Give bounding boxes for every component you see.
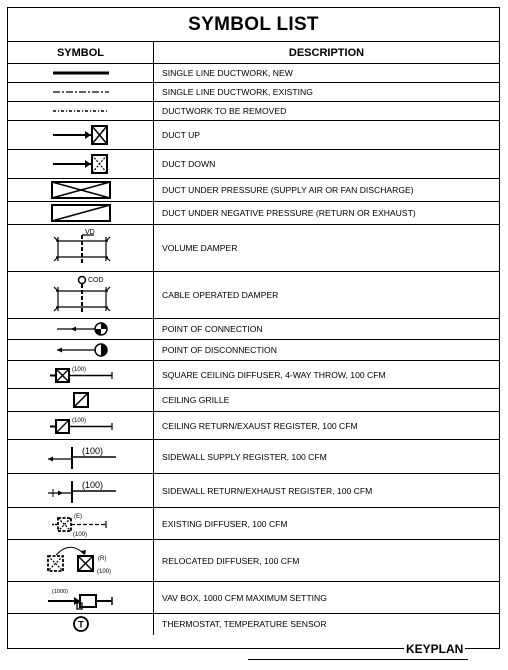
table-row	[8, 614, 499, 635]
row-description: SIDEWALL RETURN/EXHAUST REGISTER, 100 CFM	[154, 474, 500, 508]
sidewall-return-register-icon	[36, 477, 126, 505]
table-row	[8, 64, 499, 83]
table-row	[8, 340, 499, 361]
relocated-label: (R)	[97, 555, 106, 562]
return-cfm-label: (100)	[81, 479, 103, 490]
single-line-ductwork-new-icon	[41, 68, 121, 78]
symbol-table	[8, 42, 499, 635]
table-row	[8, 225, 499, 272]
row-description: VAV BOX, 1000 CFM MAXIMUM SETTING	[154, 582, 500, 614]
table-row	[8, 389, 499, 412]
cable-operated-damper-icon	[36, 273, 126, 317]
row-description: SINGLE LINE DUCTWORK, EXISTING	[154, 83, 500, 102]
table-row	[8, 508, 499, 540]
table-row	[8, 150, 499, 179]
ceiling-return-register-icon	[36, 414, 126, 438]
header-row	[8, 42, 499, 64]
ceiling-grille-icon	[41, 391, 121, 409]
row-description: THERMOSTAT, TEMPERATURE SENSOR	[154, 614, 500, 635]
keyplan-label: KEYPLAN	[406, 642, 464, 656]
diffuser-cfm-label: (100)	[71, 366, 86, 373]
row-description: CABLE OPERATED DAMPER	[154, 272, 500, 319]
existing-label: (E)	[73, 513, 82, 520]
row-description: DUCTWORK TO BE REMOVED	[154, 102, 500, 121]
thermostat-icon	[41, 615, 121, 633]
vav-cfm-label: (1000)	[51, 588, 68, 595]
register-cfm-label: (100)	[71, 417, 86, 424]
row-description: SINGLE LINE DUCTWORK, NEW	[154, 64, 500, 83]
table-row	[8, 412, 499, 440]
duct-up-icon	[41, 123, 121, 147]
supply-cfm-label: (100)	[81, 445, 103, 456]
cable-damper-label: COD	[87, 277, 104, 284]
table-row	[8, 121, 499, 150]
table-row	[8, 202, 499, 225]
row-description: POINT OF CONNECTION	[154, 319, 500, 340]
row-description: CEILING RETURN/EXAUST REGISTER, 100 CFM	[154, 412, 500, 440]
thermostat-label: T	[77, 619, 84, 630]
symbol-column-header: SYMBOL	[8, 42, 154, 64]
row-description: DUCT DOWN	[154, 150, 500, 179]
row-description: VOLUME DAMPER	[154, 225, 500, 272]
volume-damper-label: VD	[84, 229, 95, 236]
table-row	[8, 440, 499, 474]
row-description: SQUARE CEILING DIFFUSER, 4-WAY THROW, 100 CFM	[154, 361, 500, 389]
existing-diffuser-icon	[36, 510, 126, 538]
square-ceiling-diffuser-icon	[36, 363, 126, 387]
row-description: RELOCATED DIFFUSER, 100 CFM	[154, 540, 500, 582]
point-of-disconnection-icon	[41, 342, 121, 358]
description-column-header: DESCRIPTION	[154, 42, 500, 64]
page-title: SYMBOL LIST	[8, 8, 499, 42]
row-description: DUCT UNDER NEGATIVE PRESSURE (RETURN OR EXHAUST)	[154, 202, 500, 225]
duct-positive-pressure-icon	[41, 180, 121, 200]
sidewall-supply-register-icon	[36, 443, 126, 471]
table-row	[8, 83, 499, 102]
single-line-ductwork-existing-icon	[41, 87, 121, 97]
row-description: EXISTING DIFFUSER, 100 CFM	[154, 508, 500, 540]
duct-negative-pressure-icon	[41, 203, 121, 223]
table-row	[8, 272, 499, 319]
table-row	[8, 582, 499, 614]
row-description: POINT OF DISCONNECTION	[154, 340, 500, 361]
row-description: CEILING GRILLE	[154, 389, 500, 412]
table-row	[8, 319, 499, 340]
table-row	[8, 361, 499, 389]
table-row	[8, 179, 499, 202]
relocated-diffuser-icon	[36, 542, 126, 580]
duct-down-icon	[41, 152, 121, 176]
row-description: SIDEWALL SUPPLY REGISTER, 100 CFM	[154, 440, 500, 474]
keyplan-underline	[248, 659, 468, 660]
ductwork-removed-icon	[41, 106, 121, 116]
table-row	[8, 102, 499, 121]
vav-box-icon	[36, 584, 126, 612]
relocated-cfm-label: (100)	[96, 568, 111, 575]
volume-damper-icon	[36, 227, 126, 269]
existing-cfm-label: (100)	[72, 531, 87, 538]
point-of-connection-icon	[41, 321, 121, 337]
table-row	[8, 540, 499, 582]
table-row	[8, 474, 499, 508]
row-description: DUCT UP	[154, 121, 500, 150]
symbol-list-sheet	[7, 7, 500, 649]
row-description: DUCT UNDER PRESSURE (SUPPLY AIR OR FAN DISCHARGE)	[154, 179, 500, 202]
